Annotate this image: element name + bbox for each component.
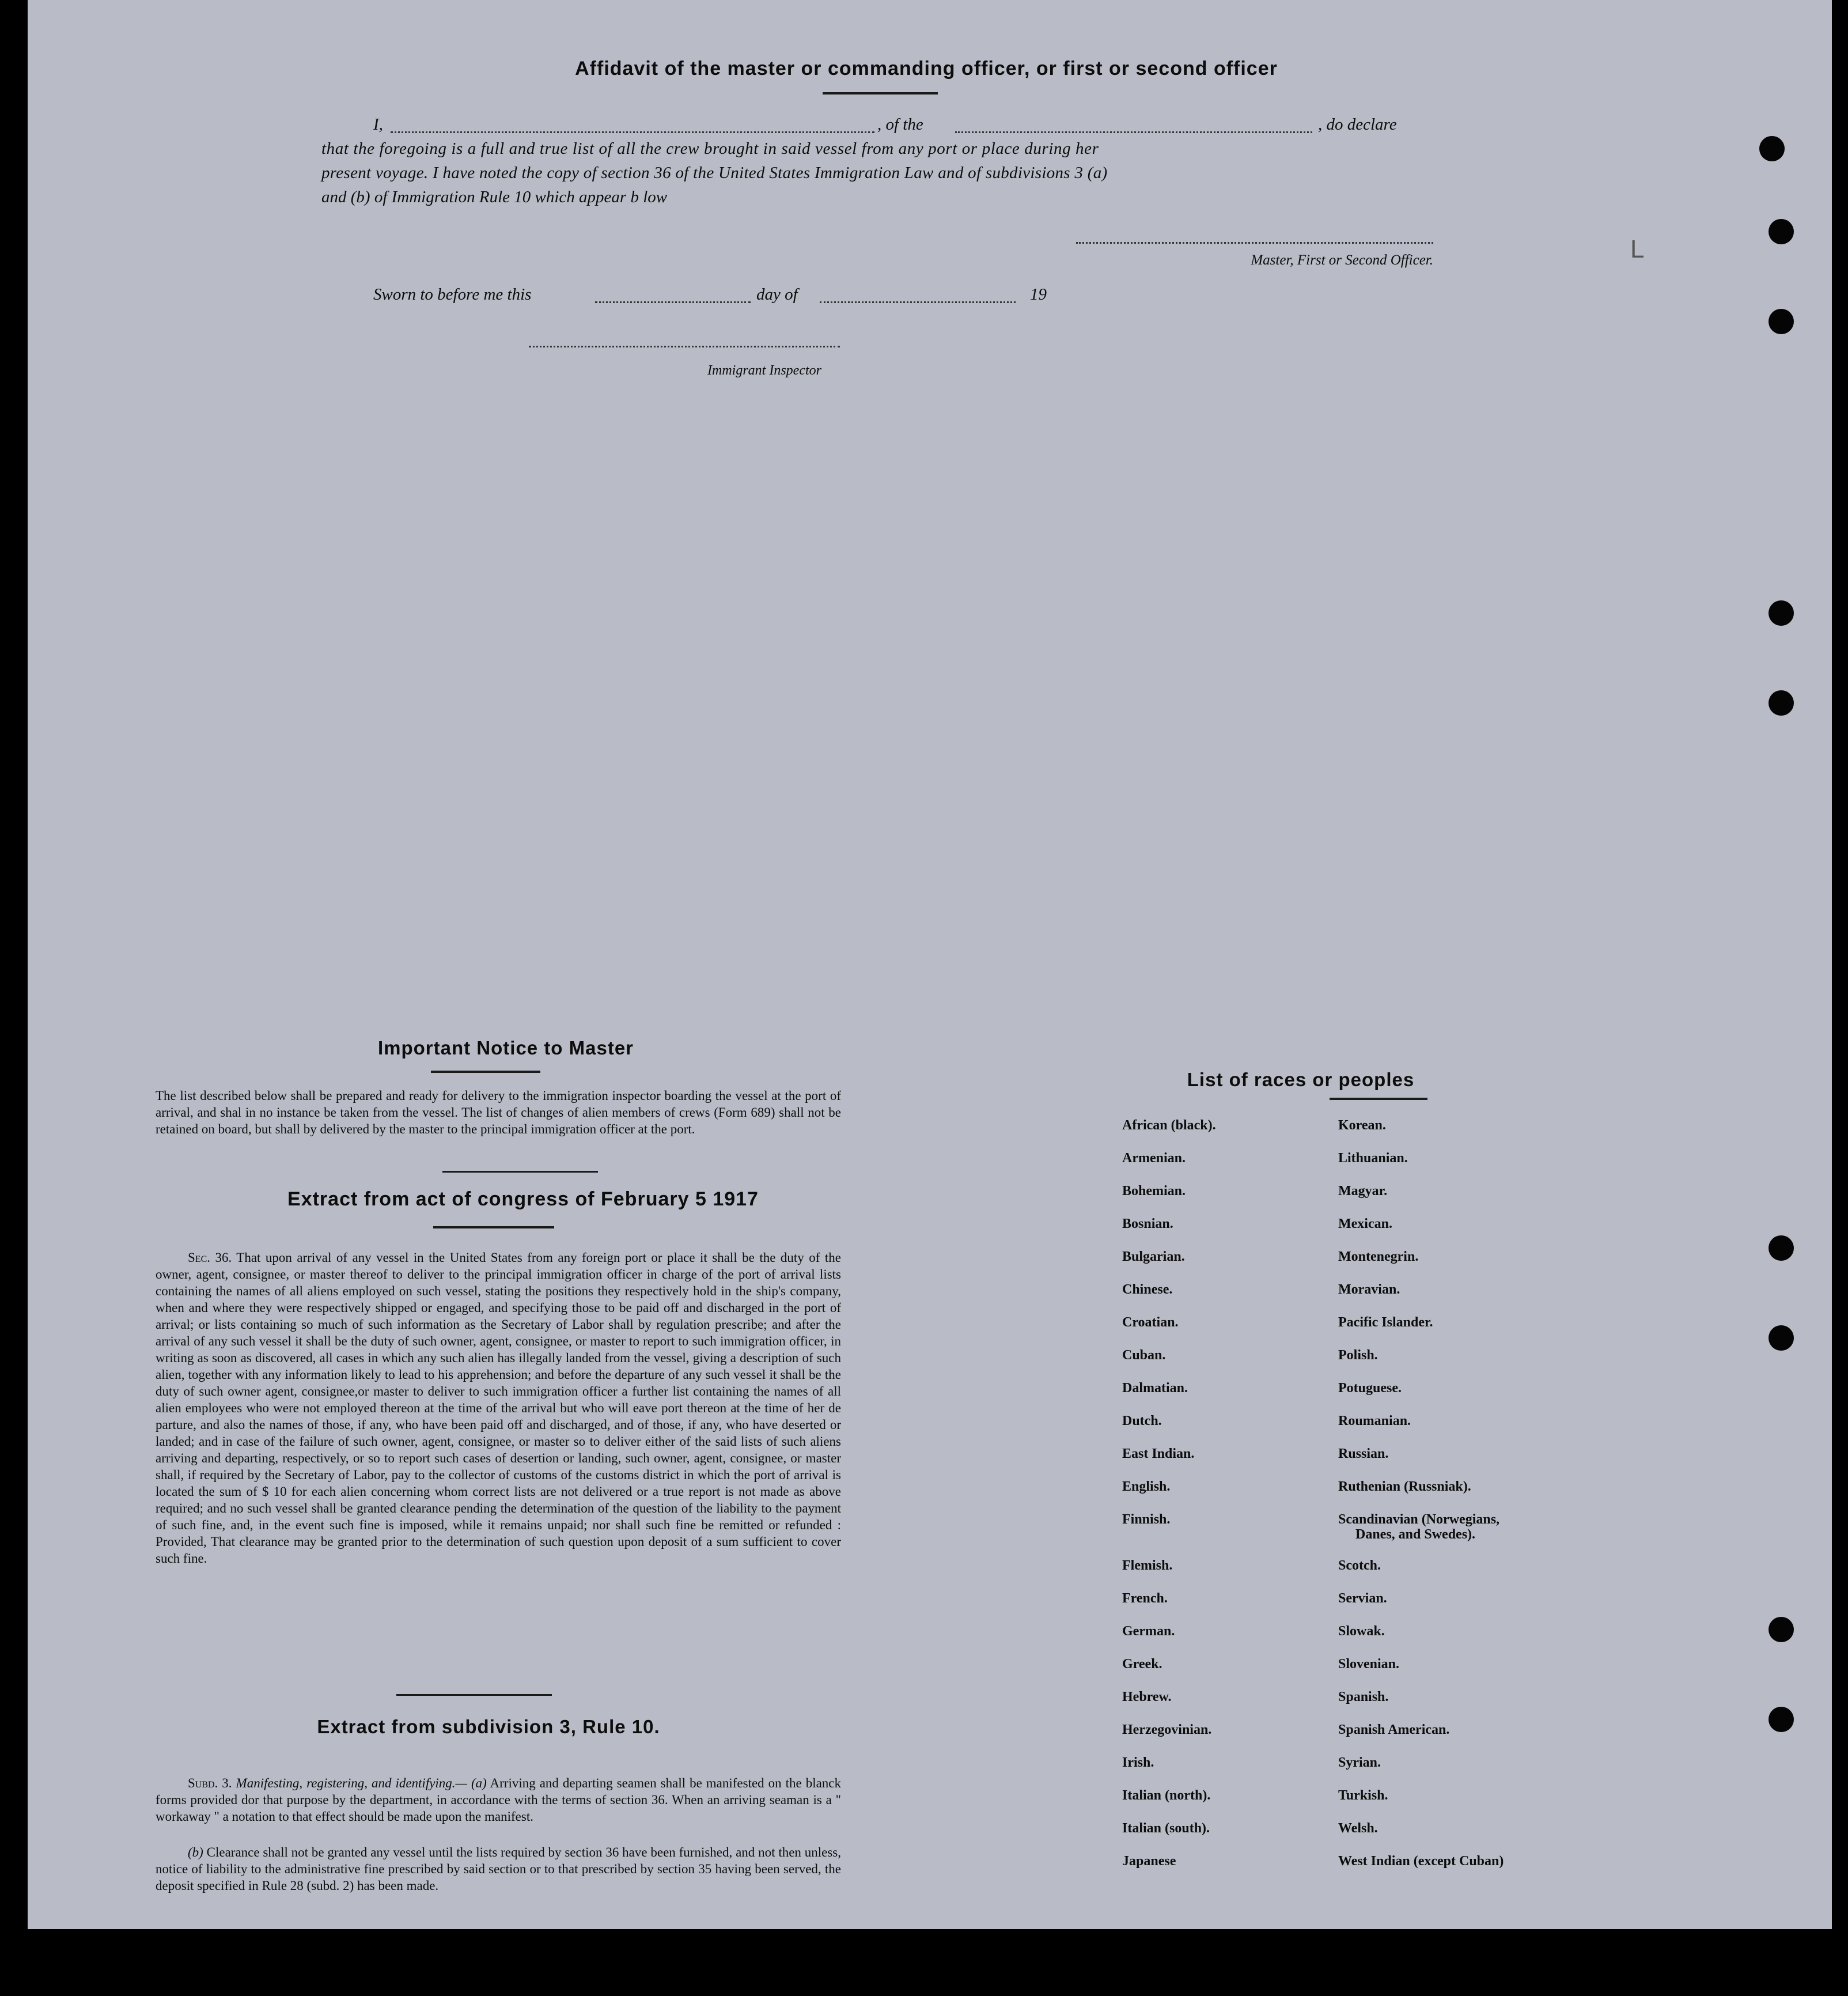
- race-item: Slowak.: [1338, 1624, 1385, 1639]
- affidavit-line1: [373, 115, 1468, 138]
- punch-hole: [1769, 600, 1794, 626]
- name-blank: [391, 131, 874, 133]
- race-item: Spanish American.: [1338, 1722, 1450, 1737]
- race-item: Finnish.: [1122, 1512, 1171, 1527]
- affidavit-line4: and (b) of Immigration Rule 10 which appear b low: [321, 188, 668, 206]
- subd-text-a: Arriving and departing seamen shall be manifested on the blanck forms provided dor that purpose by the department, in accordance with the terms of section 36. When an arriving seaman is a " workaway " a notation to that effect should be made upon the manifest.: [156, 1776, 842, 1824]
- race-item: Scotch.: [1338, 1558, 1381, 1573]
- act-divider: [396, 1694, 552, 1696]
- race-item: Armenian.: [1122, 1151, 1186, 1166]
- rule-title: Extract from subdivision 3, Rule 10.: [317, 1716, 660, 1737]
- race-item: West Indian (except Cuban): [1338, 1854, 1504, 1869]
- vessel-blank: [955, 131, 1312, 133]
- race-item: Italian (south).: [1122, 1821, 1210, 1836]
- race-item: Roumanian.: [1338, 1413, 1411, 1428]
- race-item: Syrian.: [1338, 1755, 1381, 1770]
- punch-hole: [1769, 219, 1794, 244]
- race-item: Bosnian.: [1122, 1216, 1173, 1231]
- race-item: Flemish.: [1122, 1558, 1173, 1573]
- race-item: Polish.: [1338, 1348, 1378, 1363]
- race-item: [1338, 1512, 1504, 1558]
- race-item: Magyar.: [1338, 1184, 1388, 1199]
- act-underline: [433, 1226, 554, 1228]
- races-underline: [1330, 1098, 1427, 1100]
- punch-hole: [1769, 309, 1794, 334]
- notice-underline: [431, 1071, 540, 1073]
- signature-line: [1076, 242, 1433, 244]
- notice-divider: [442, 1171, 598, 1173]
- act-title: Extract from act of congress of February 5 1917: [287, 1188, 759, 1210]
- punch-hole: [1769, 1707, 1794, 1732]
- race-item: Dutch.: [1122, 1413, 1162, 1428]
- race-item: Japanese: [1122, 1854, 1176, 1869]
- punch-hole: [1759, 136, 1785, 161]
- rule-text-b: [156, 1844, 841, 1894]
- punch-hole: [1769, 1617, 1794, 1642]
- race-item: Turkish.: [1338, 1788, 1388, 1803]
- race-item: Bohemian.: [1122, 1184, 1186, 1199]
- sworn-prefix: Sworn to before me this: [373, 285, 532, 304]
- race-item: Croatian.: [1122, 1315, 1179, 1330]
- race-item: Cuban.: [1122, 1348, 1166, 1363]
- race-item: Ruthenian (Russniak).: [1338, 1479, 1471, 1494]
- subd-heading: Manifesting, registering, and identifying.— (a): [236, 1776, 487, 1790]
- race-item: East Indian.: [1122, 1446, 1195, 1461]
- race-item: English.: [1122, 1479, 1171, 1494]
- sworn-line: [373, 285, 1122, 308]
- punch-hole: [1769, 1235, 1794, 1261]
- inspector-caption: Immigrant Inspector: [707, 363, 821, 378]
- race-item: Bulgarian.: [1122, 1249, 1185, 1264]
- races-title: List of races or peoples: [1187, 1069, 1415, 1090]
- title-underline: [823, 92, 938, 94]
- race-item: Russian.: [1338, 1446, 1389, 1461]
- races-column-2: [1338, 1118, 1504, 1887]
- race-item: Lithuanian.: [1338, 1151, 1408, 1166]
- notice-text: The list described below shall be prepared and ready for delivery to the immigration inspector boarding the vessel at the port of arrival, and shal in no instance be taken from the vessel. The list of changes of alien members of crews (Form 689) shall not be retained on board, but shall by delivered by the master to the principal immigration officer at the port.: [156, 1088, 841, 1136]
- sworn-month-blank: [820, 301, 1016, 303]
- race-item: Hebrew.: [1122, 1689, 1172, 1704]
- race-item: Pacific Islander.: [1338, 1315, 1433, 1330]
- form-page: [28, 0, 1832, 1929]
- race-item: Dalmatian.: [1122, 1381, 1188, 1396]
- subd-label: Subd. 3.: [188, 1776, 232, 1790]
- race-item: French.: [1122, 1591, 1168, 1606]
- subd-label-b: (b): [188, 1845, 203, 1859]
- race-item: Moravian.: [1338, 1282, 1400, 1297]
- punch-hole: [1769, 690, 1794, 716]
- line1-declare: , do declare: [1318, 115, 1397, 134]
- race-item: Italian (north).: [1122, 1788, 1211, 1803]
- affidavit-title: Affidavit of the master or commanding officer, or first or second officer: [575, 58, 1278, 80]
- act-sec-label: Sec. 36.: [188, 1250, 232, 1265]
- race-item: Korean.: [1338, 1118, 1386, 1133]
- line1-i: I,: [373, 115, 383, 134]
- race-item: Welsh.: [1338, 1821, 1378, 1836]
- race-item: Herzegovinian.: [1122, 1722, 1212, 1737]
- race-item-continuation: Danes, and Swedes).: [1355, 1527, 1476, 1542]
- race-item: Greek.: [1122, 1657, 1162, 1672]
- race-item: Chinese.: [1122, 1282, 1173, 1297]
- rule-text-a: [156, 1775, 841, 1825]
- race-item: Irish.: [1122, 1755, 1154, 1770]
- affidavit-line2: that the foregoing is a full and true list of all the crew brought in said vessel from any port or place during her: [321, 139, 1099, 158]
- subd-text-b: Clearance shall not be granted any vessel until the lists required by section 36 have been furnished, and not then unless, notice of liability to the administrative fine prescribed by said section or to that prescribed by section 35 having been served, the deposit specified in Rule 28 (subd. 2) has been made.: [156, 1845, 841, 1893]
- race-item: Montenegrin.: [1338, 1249, 1419, 1264]
- race-item: Spanish.: [1338, 1689, 1389, 1704]
- sworn-year: 19: [1030, 285, 1047, 304]
- race-item: Servian.: [1338, 1591, 1387, 1606]
- punch-hole: [1769, 1325, 1794, 1351]
- sworn-day: day of: [756, 285, 798, 304]
- line1-of: , of the: [877, 115, 923, 134]
- race-item: Slovenian.: [1338, 1657, 1400, 1672]
- affidavit-line3: present voyage. I have noted the copy of section 36 of the United States Immigration Law and of subdivisions 3 (a): [321, 164, 1108, 182]
- sworn-day-blank: [595, 301, 751, 303]
- race-item-scandinavian: Scandinavian (Norwegians,: [1338, 1512, 1500, 1527]
- act-body: That upon arrival of any vessel in the United States from any foreign port or place it shall be the duty of the owner, agent, consignee, or master thereof to deliver to the principal immigration officer in charge of the port of arrival lists containing the names of all aliens employed on such vessel, stating the positions they respectively hold in the ship's company, when and where they were respectively shipped or engaged, and specifying those to be paid off and discharged in the port of arrival; or lists containing so much of such information as the Secretary of Labor shall by regulation prescribe; and after the arrival of any such vessel it shall be the duty of such owner, agent, consignee, or master to report to such immigration officer, in writing as soon as discovered, all cases in which any such alien has illegally landed from the vessel, giving a description of such alien, together with any information likely to lead to his apprehension; and before the departure of any such vessel it shall be the duty of such owner agent, consignee,or master to deliver to such immigration officer a further list containing the names of all alien employees who were not employed thereon at the time of the arrival but who will eave port thereon at the time of her de parture, and also the names of those, if any, who have been paid off and discharged, and of those, if any, who have deserted or landed; and in case of the failure of such owner, agent, consignee, or master so to deliver either of the said lists of such aliens arriving and departing, respectively, or so to report such cases of desertion or landing, such owner, agent, consignee, or master shall, if required by the Secretary of Labor, pay to the collector of customs of the customs district in which the port of arrival is located the sum of $ 10 for each alien concerning whom correct lists are not delivered or a true report is not made as above required; and no such vessel shall be granted clearance pending the determination of the question of the liability to the payment of such fine, and, in the event such fine is imposed, while it remains unpaid; nor shall such fine be remitted or refunded : Provided, That clearance may be granted prior to the determination of such question upon deposit of a sum sufficient to cover such fine.: [156, 1250, 841, 1566]
- races-column-1: [1122, 1118, 1216, 1887]
- inspector-line: [529, 346, 840, 347]
- race-item: Mexican.: [1338, 1216, 1392, 1231]
- notice-title: Important Notice to Master: [377, 1037, 634, 1059]
- signature-caption: Master, First or Second Officer.: [1251, 252, 1433, 268]
- act-text: [156, 1249, 841, 1567]
- race-item: African (black).: [1122, 1118, 1216, 1133]
- margin-mark: L: [1630, 235, 1645, 263]
- race-item: German.: [1122, 1624, 1175, 1639]
- race-item: Potuguese.: [1338, 1381, 1402, 1396]
